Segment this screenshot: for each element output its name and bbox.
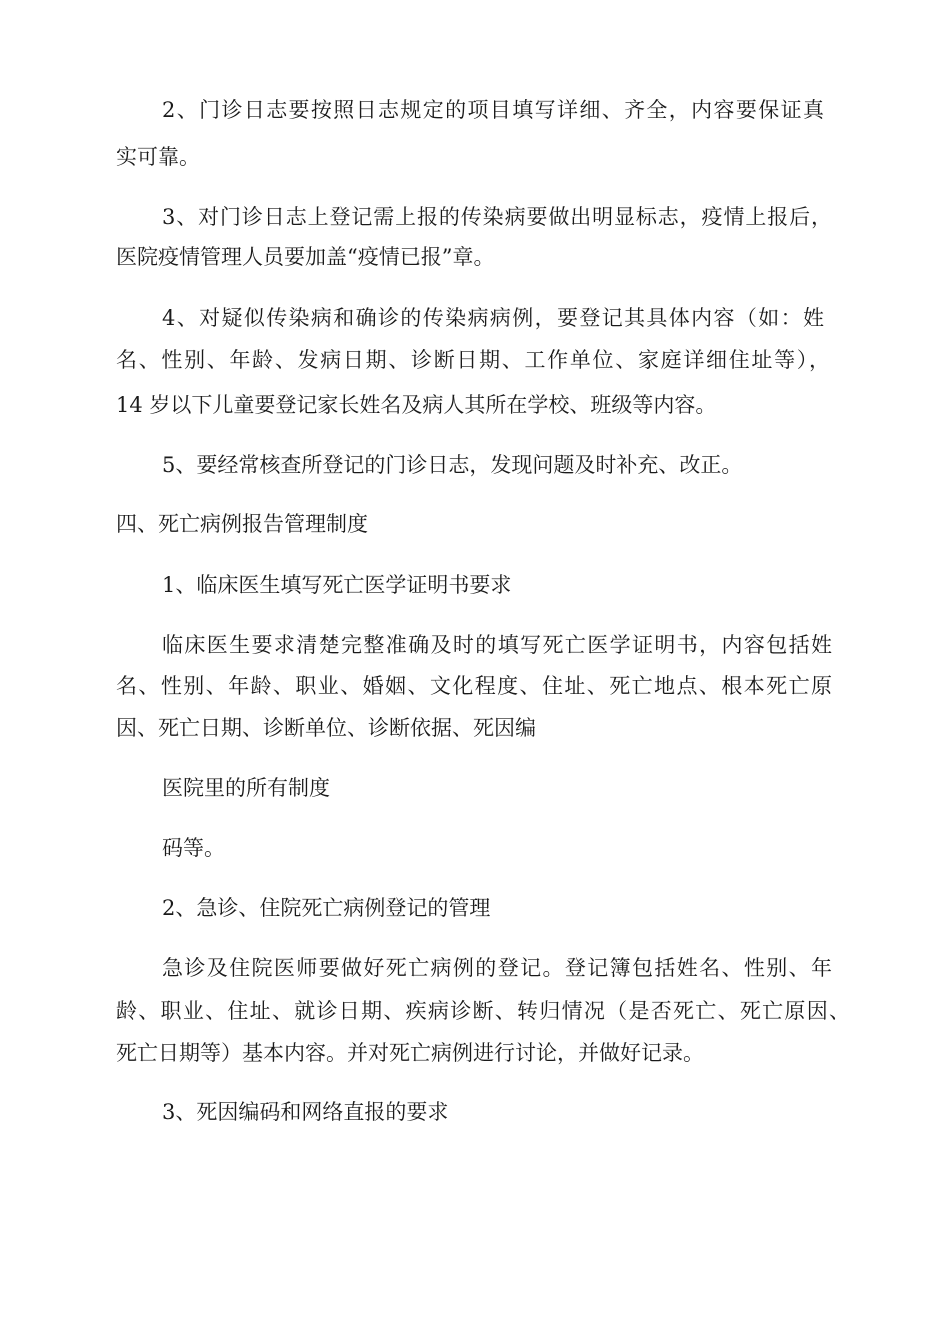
subsection-heading: 3、死因编码和网络直报的要求 (162, 1100, 449, 1124)
paragraph-line: 2、门诊日志要按照日志规定的项目填写详细、齐全，内容要保证真 (162, 98, 824, 122)
paragraph-line: 名、性别、年龄、职业、婚姻、文化程度、住址、死亡地点、根本死亡原 (116, 674, 832, 698)
paragraph-line: 医院疫情管理人员要加盖“疫情已报”章。 (116, 245, 495, 269)
paragraph-line: 临床医生要求清楚完整准确及时的填写死亡医学证明书，内容包括姓 (162, 633, 832, 657)
paragraph-line: 龄、职业、住址、就诊日期、疾病诊断、转归情况（是否死亡、死亡原因、 (116, 999, 850, 1023)
paragraph-line: 因、死亡日期、诊断单位、诊断依据、死因编 (116, 716, 536, 740)
paragraph-line: 急诊及住院医师要做好死亡病例的登记。登记簿包括姓名、性别、年 (162, 956, 832, 980)
section-heading: 四、死亡病例报告管理制度 (116, 512, 368, 536)
paragraph-line: 14 岁以下儿童要登记家长姓名及病人其所在学校、班级等内容。 (116, 393, 717, 417)
subsection-heading: 1、临床医生填写死亡医学证明书要求 (162, 573, 512, 597)
subsection-heading: 2、急诊、住院死亡病例登记的管理 (162, 896, 491, 920)
paragraph-line: 名、性别、年龄、发病日期、诊断日期、工作单位、家庭详细住址等）， (116, 348, 830, 372)
paragraph-line: 码等。 (162, 836, 225, 860)
paragraph-line: 5、要经常核查所登记的门诊日志，发现问题及时补充、改正。 (162, 453, 743, 477)
page-header-text: 医院里的所有制度 (162, 776, 330, 800)
paragraph-line: 4、对疑似传染病和确诊的传染病病例，要登记其具体内容（如：姓 (162, 306, 824, 330)
paragraph-line: 3、对门诊日志上登记需上报的传染病要做出明显标志，疫情上报后， (162, 205, 832, 229)
paragraph-line: 实可靠。 (116, 145, 200, 169)
paragraph-line: 死亡日期等）基本内容。并对死亡病例进行讨论，并做好记录。 (116, 1041, 704, 1065)
